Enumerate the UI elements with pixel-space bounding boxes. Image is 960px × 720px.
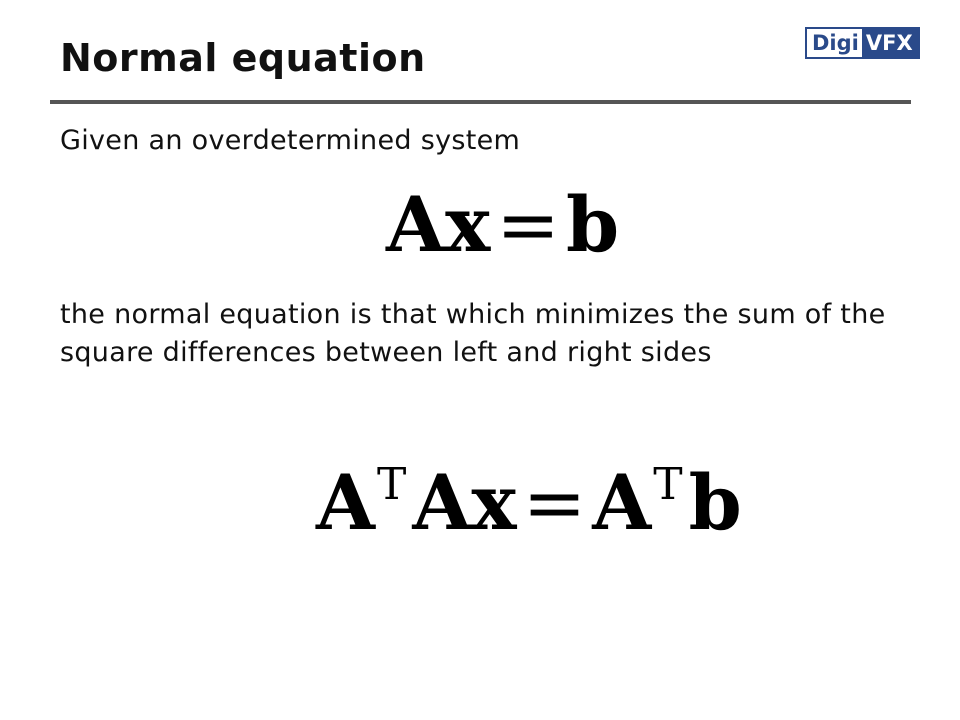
slide-title: Normal equation bbox=[60, 36, 426, 80]
equation2-equals: = bbox=[522, 458, 587, 547]
normal-equation bbox=[316, 440, 742, 548]
equation2-rhs: b bbox=[688, 458, 742, 547]
equation2-a-left: A bbox=[316, 458, 375, 547]
equation-ax-equals-b bbox=[386, 180, 619, 270]
equation2-ax: Ax bbox=[412, 458, 517, 547]
title-divider bbox=[50, 100, 911, 104]
equation1-equals: = bbox=[496, 180, 560, 269]
equation2-transpose-left: T bbox=[376, 459, 407, 510]
equation1-rhs: b bbox=[565, 180, 620, 269]
intro-text: Given an overdetermined system bbox=[60, 125, 521, 156]
equation1-lhs: Ax bbox=[386, 180, 491, 269]
equation2-a-right: A bbox=[592, 458, 652, 547]
logo-text-left: Digi bbox=[807, 29, 862, 57]
digivfx-logo bbox=[805, 27, 920, 59]
explanation-text: the normal equation is that which minimizes the sum of the square differences between left and right sides bbox=[60, 299, 886, 368]
equation2-transpose-right: T bbox=[653, 459, 683, 510]
logo-text-right: VFX bbox=[862, 29, 918, 57]
